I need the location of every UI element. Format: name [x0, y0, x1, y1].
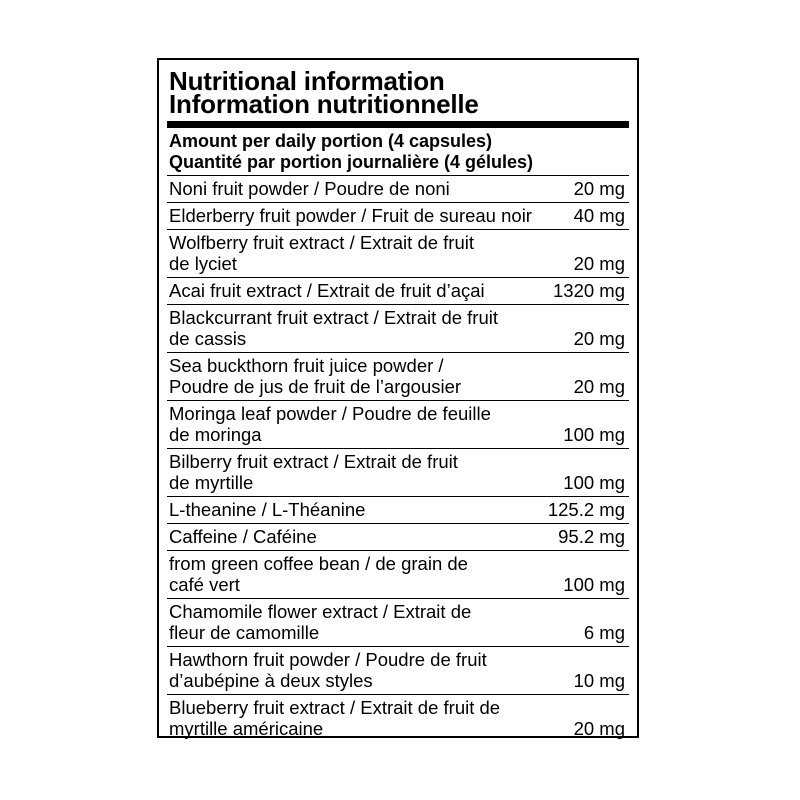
ingredient-row: [167, 551, 629, 599]
title-divider: [167, 121, 629, 128]
ingredient-name: Blueberry fruit extract / Extrait de fruit de myrtille américaine: [169, 697, 501, 739]
ingredient-row: [167, 497, 629, 524]
title-french: Information nutritionnelle: [169, 89, 479, 119]
ingredient-row: [167, 353, 629, 401]
ingredient-name: Caffeine / Caféine: [169, 526, 317, 547]
ingredient-list: [167, 176, 629, 742]
nutrition-panel: [157, 58, 639, 738]
ingredient-name: Elderberry fruit powder / Fruit de sureau noir: [169, 205, 532, 226]
ingredient-row: [167, 305, 629, 353]
ingredient-name: Acai fruit extract / Extrait de fruit d’açai: [169, 280, 485, 301]
ingredient-row: [167, 449, 629, 497]
ingredient-amount: 100 mg: [563, 472, 625, 493]
portion-header: [167, 128, 629, 176]
ingredient-name: Wolfberry fruit extract / Extrait de fruit de lyciet: [169, 232, 474, 274]
ingredient-name: Bilberry fruit extract / Extrait de fruit de myrtille: [169, 451, 458, 493]
ingredient-name: Moringa leaf powder / Poudre de feuille de moringa: [169, 403, 491, 445]
ingredient-name: Sea buckthorn fruit juice powder / Poudre de jus de fruit de l’argousier: [169, 355, 462, 397]
ingredient-amount: 20 mg: [573, 253, 625, 274]
ingredient-name: Blackcurrant fruit extract / Extrait de fruit de cassis: [169, 307, 498, 349]
portion-english: Amount per daily portion (4 capsules): [169, 131, 493, 151]
title-english: Nutritional information: [169, 66, 445, 96]
ingredient-row: [167, 695, 629, 742]
ingredient-name: Hawthorn fruit powder / Poudre de fruit d’aubépine à deux styles: [169, 649, 487, 691]
ingredient-amount: 40 mg: [573, 205, 625, 226]
ingredient-name: L-theanine / L-Théanine: [169, 499, 366, 520]
ingredient-amount: 100 mg: [563, 574, 625, 595]
ingredient-name: Noni fruit powder / Poudre de noni: [169, 178, 450, 199]
ingredient-row: [167, 647, 629, 695]
ingredient-name: from green coffee bean / de grain de café vert: [169, 553, 468, 595]
ingredient-amount: 1320 mg: [553, 280, 625, 301]
ingredient-amount: 20 mg: [573, 718, 625, 739]
ingredient-amount: 125.2 mg: [547, 499, 625, 520]
ingredient-row: [167, 524, 629, 551]
ingredient-row: [167, 203, 629, 230]
ingredient-row: [167, 401, 629, 449]
ingredient-amount: 10 mg: [573, 670, 625, 691]
portion-french: Quantité par portion journalière (4 gélules): [169, 152, 534, 172]
ingredient-amount: 95.2 mg: [558, 526, 625, 547]
ingredient-amount: 6 mg: [583, 622, 625, 643]
ingredient-amount: 20 mg: [573, 178, 625, 199]
ingredient-amount: 20 mg: [573, 328, 625, 349]
ingredient-row: [167, 230, 629, 278]
ingredient-row: [167, 176, 629, 203]
ingredient-amount: 20 mg: [573, 376, 625, 397]
ingredient-row: [167, 599, 629, 647]
ingredient-row: [167, 278, 629, 305]
ingredient-amount: 100 mg: [563, 424, 625, 445]
ingredient-name: Chamomile flower extract / Extrait de fleur de camomille: [169, 601, 472, 643]
